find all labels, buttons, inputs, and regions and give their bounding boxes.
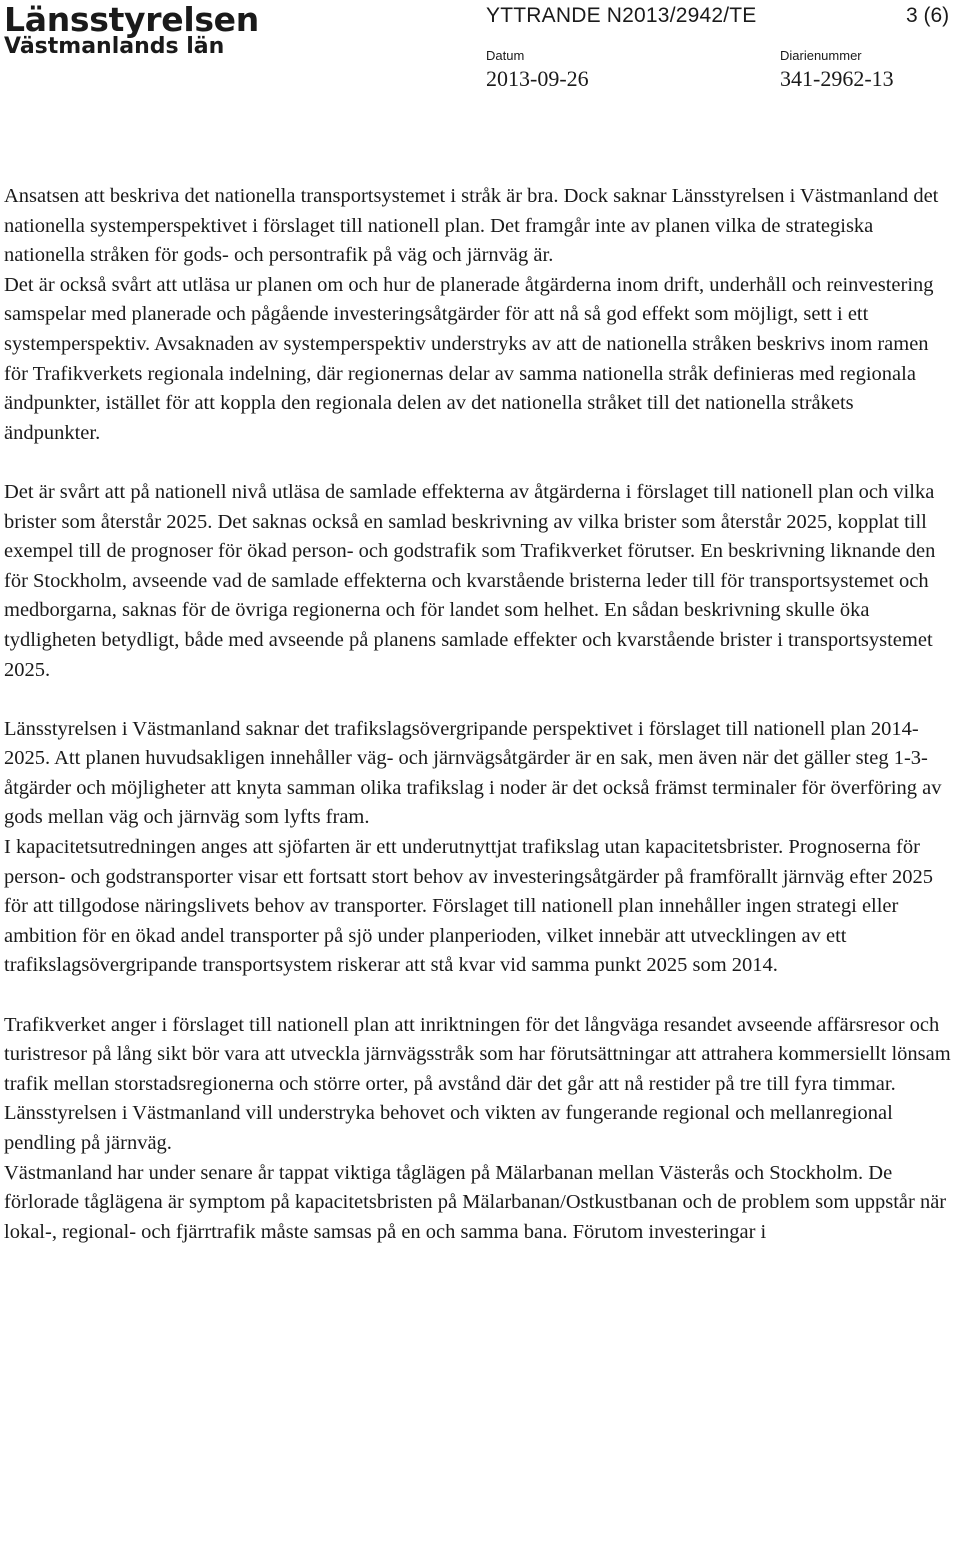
paragraph-6: Trafikverket anger i förslaget till nationell plan att inriktningen för det långväga resandet avseende affärsresor och turistresor på lång sikt bör vara att utveckla järnvägsstråk som har förutsättningar att attrahera kommersiellt lönsam trafik mellan storstadsregionerna och större orter, på avstånd där det går att nå restider på tre till fyra timmar. Länsstyrelsen i Västmanland vill understryka behovet och vikten av fungerande regional och mellanregional pendling på järnväg. xyxy=(4,1013,951,1154)
logo-sub-text: Västmanlands län xyxy=(4,34,225,59)
agency-logo xyxy=(4,2,259,58)
paragraph-5: I kapacitetsutredningen anges att sjöfarten är ett underutnyttjat trafikslag utan kapacitetsbrister. Prognoserna för person- och godstransporter visar ett fortsatt stort behov av investeringsåtgärder på framförallt järnväg efter 2025 för att tillgodose näringslivets behov av transporter. Förslaget till nationell plan innehåller ingen strategi eller ambition för en ökad andel transporter på sjö under planperioden, vilket innebär att utvecklingen av ett trafikslagsövergripande transportsystem riskerar att stå kvar vid samma punkt 2025 som 2014. xyxy=(4,836,934,977)
paragraph-4: Länsstyrelsen i Västmanland saknar det trafikslagsövergripande perspektivet i förslaget till nationell plan 2014-2025. Att planen huvudsakligen innehåller väg- och järnvägsåtgärder är en sak, men även när det gäller steg 1-3-åtgärder och möjligheter att knyta samman olika trafikslag i noder är det också främst terminaler för överföring av gods mellan väg och järnväg som lyfts fram. xyxy=(4,717,942,829)
date-label: Datum xyxy=(486,48,525,63)
paragraph-3: Det är svårt att på nationell nivå utläsa de samlade effekterna av åtgärderna i förslaget till nationell plan och vilka brister som återstår 2025. Det saknas också en samlad beskrivning av vilka brister som återstår 2025, kopplat till exempel till de prognoser för ökad person- och godstrafik som Trafikverket förutser. En beskrivning liknande den för Stockholm, avseende vad de samlade effekterna och kvarstående bristerna leder till för transportsystemet och medborgarna, saknas för de övriga regionerna och för landet som helhet. En sådan beskrivning skulle öka tydligheten betydligt, både med avseende på planens samlade effekter och kvarstående brister i transportsystemet 2025. xyxy=(4,480,936,681)
paragraph-2: Det är också svårt att utläsa ur planen om och hur de planerade åtgärderna inom drift, underhåll och reinvestering samspelar med planerade och pågående investeringsåtgärder för att nå så god effekt som möjligt, sett i ett systemperspektiv. Avsaknaden av systemperspektiv understryks av att de nationella stråken beskrivs inom ramen för Trafikverkets regionala indelning, där regionernas delar av samma nationella stråk definieras med regionala ändpunkter, istället för att koppla den regionala delen av det nationella stråket till det nationella stråkets ändpunkter. xyxy=(4,273,934,444)
page-number: 3 (6) xyxy=(906,4,950,27)
document-body xyxy=(4,182,952,1247)
paragraph-7: Västmanland har under senare år tappat viktiga tåglägen på Mälarbanan mellan Västerås och Stockholm. De förlorade tåglägena är symptom på kapacitetsbristen på Mälarbanan/Ostkustbanan och de problem som uppstår när lokal-, regional- och fjärrtrafik måste samsas på en och samma bana. Förutom investeringar i xyxy=(4,1161,947,1243)
paragraph-1: Ansatsen att beskriva det nationella transportsystemet i stråk är bra. Dock saknar Länsstyrelsen i Västmanland det nationella systemperspektivet i förslaget till nationell plan. Det framgår inte av planen vilka de strategiska nationella stråken för gods- och persontrafik på väg och järnväg är. xyxy=(4,185,939,267)
document-title: YTTRANDE N2013/2942/TE xyxy=(486,4,757,27)
page-header xyxy=(0,0,960,110)
logo-main-text: Länsstyrelsen xyxy=(4,0,259,39)
registration-value: 341-2962-13 xyxy=(780,66,894,91)
registration-label: Diarienummer xyxy=(780,48,862,63)
date-value: 2013-09-26 xyxy=(486,66,589,91)
